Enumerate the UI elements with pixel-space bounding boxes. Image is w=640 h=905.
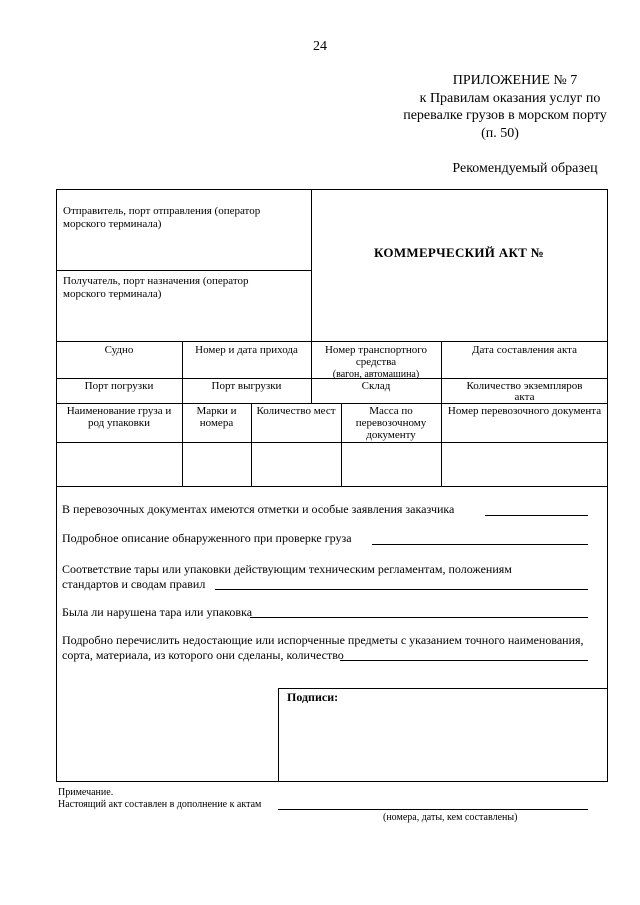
receiver-label-line-2: морского терминала): [63, 288, 162, 300]
row3-bottom-line: [56, 442, 608, 443]
transport-label-line-2: средства: [355, 356, 397, 368]
mass-label-line-3: документу: [366, 429, 416, 441]
vessel-label: Судно: [104, 344, 134, 356]
answer-line-3: [215, 589, 588, 590]
question-packaging-damaged: Была ли нарушена тара или упаковка: [62, 605, 253, 619]
note-text: Настоящий акт составлен в дополнение к актам: [58, 799, 262, 810]
page-number: 24: [313, 39, 327, 54]
sender-label-line-1: Отправитель, порт отправления (оператор: [63, 205, 261, 217]
answer-line-2: [372, 544, 588, 545]
act-date-label: Дата составления акта: [472, 344, 577, 356]
annex-title: ПРИЛОЖЕНИЕ № 7: [452, 73, 578, 88]
places-label: Количество мест: [256, 405, 336, 417]
table-bottom-line: [56, 486, 608, 487]
question-missing-items-line-2: сорта, материала, из которого они сделаны, количество: [62, 648, 344, 662]
arrival-label: Номер и дата прихода: [195, 344, 298, 356]
form-title: КОММЕРЧЕСКИЙ АКТ №: [374, 245, 545, 260]
receiver-label-line-1: Получатель, порт назначения (оператор: [63, 275, 249, 287]
unloading-port-label: Порт выгрузки: [211, 380, 282, 392]
question-marks-in-documents: В перевозочных документах имеются отметки и особые заявления заказчика: [62, 502, 455, 516]
copies-label-line-2: акта: [514, 391, 535, 403]
transport-label-line-3: (вагон, автомашина): [332, 369, 420, 380]
header-bottom-line: [56, 341, 608, 342]
annex-line-1: к Правилам оказания услуг по: [419, 91, 601, 106]
question-cargo-description: Подробное описание обнаруженного при проверке груза: [62, 531, 352, 545]
marks-label-line-2: номера: [199, 417, 234, 429]
signatures-label: Подписи:: [287, 690, 339, 704]
question-packaging-compliance-line-1: Соответствие тары или упаковки действующим техническим регламентам, положениям: [62, 562, 512, 576]
annex-line-3: (п. 50): [481, 126, 519, 141]
marks-label-line-1: Марки и: [196, 405, 237, 417]
answer-line-1: [485, 515, 588, 516]
mass-label-line-2: перевозочному: [355, 417, 427, 429]
cargo-label-line-1: Наименование груза и: [66, 405, 172, 417]
loading-port-label: Порт погрузки: [84, 380, 154, 392]
copies-label-line-1: Количество экземпляров: [466, 380, 583, 392]
doc-number-label: Номер перевозочного документа: [447, 405, 602, 417]
sender-divider: [56, 270, 311, 271]
annex-line-2: перевалке грузов в морском порту: [403, 108, 607, 123]
answer-line-4: [250, 617, 588, 618]
note-answer-line: [278, 809, 588, 810]
question-missing-items-line-1: Подробно перечислить недостающие или испорченные предметы с указанием точного наименования,: [62, 633, 584, 647]
question-packaging-compliance-line-2: стандартов и сводам правил: [62, 577, 206, 591]
cargo-label-line-2: род упаковки: [87, 417, 150, 429]
warehouse-label: Склад: [361, 380, 391, 392]
mass-label-line-1: Масса по: [369, 405, 413, 417]
note-hint: (номера, даты, кем составлены): [383, 812, 518, 823]
sample-label: Рекомендуемый образец: [452, 161, 598, 176]
transport-label-line-1: Номер транспортного: [324, 344, 428, 356]
answer-line-5: [340, 660, 588, 661]
note-label: Примечание.: [58, 787, 114, 798]
header-divider: [311, 189, 312, 341]
sender-label-line-2: морского терминала): [63, 218, 162, 230]
